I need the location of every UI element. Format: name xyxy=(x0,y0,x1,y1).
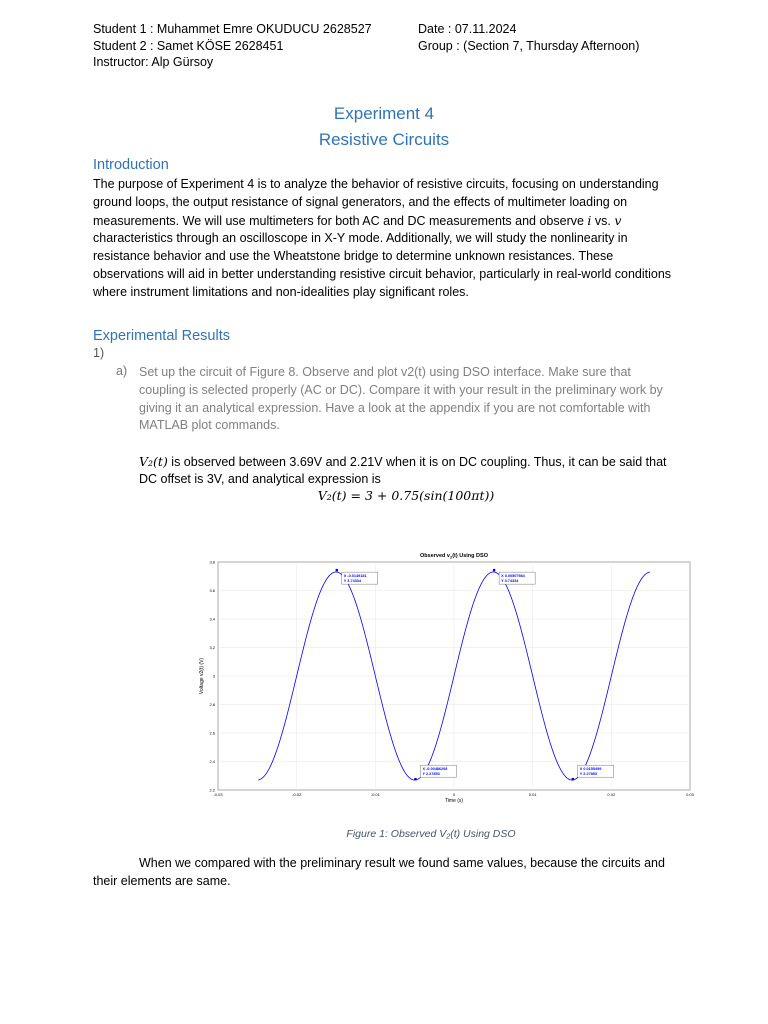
y-tick-label: 2.2 xyxy=(209,787,215,793)
observation-text: is observed between 3.69V and 2.21V when it is on DC coupling. Thus, it can be said that DC offset is 3V, and analytical expression is xyxy=(139,455,667,486)
data-tip-y-label: Y 2.27853 xyxy=(422,772,440,777)
chart-title-rest: (t) Using DSO xyxy=(452,553,488,559)
x-axis-label: Time (s) xyxy=(444,798,464,804)
data-tip-marker xyxy=(493,569,495,571)
y-tick-label: 3.2 xyxy=(209,645,215,650)
x-tick-label: 0.01 xyxy=(528,792,537,797)
data-tip-y-label: Y 3.74334 xyxy=(343,579,362,584)
observation-symbol: V₂(t) xyxy=(139,454,168,469)
intro-symbol-i: i xyxy=(587,212,592,228)
data-tip-y-label: Y 3.74334 xyxy=(501,579,519,584)
sub-item-text: Set up the circuit of Figure 8. Observe and plot v2(t) using DSO interface. Make sure that coupling is selected properly (AC or DC). Compare it with your result in the preliminary work by giving it an analytical expression. Have a look at the appendix if you are not comfortable with MATLAB plot commands. xyxy=(139,365,663,433)
data-tip-marker xyxy=(336,569,338,571)
data-tip-x-label: X 0.00507984 xyxy=(501,574,525,579)
data-tip-x-label: X -0.00486208 xyxy=(422,767,448,772)
introduction-heading: Introduction xyxy=(93,157,169,173)
y-axis-label: Voltage v2(t) (V) xyxy=(199,657,205,695)
analytical-equation: V₂(t) = 3 + 0.75(sin(100πt)) xyxy=(317,488,495,503)
instructor: Instructor: Alp Gürsoy xyxy=(93,55,214,69)
date: Date : 07.11.2024 xyxy=(418,22,517,36)
intro-text-vs: vs. xyxy=(591,213,615,228)
waveform-chart xyxy=(194,548,704,808)
y-tick-label: 2.4 xyxy=(209,759,215,764)
student-1: Student 1 : Muhammet Emre OKUDUCU 2628527 xyxy=(93,22,372,36)
y-tick-label: 3.8 xyxy=(209,559,215,565)
x-tick-label: 0 xyxy=(452,792,456,797)
header-left xyxy=(93,21,372,71)
introduction-paragraph xyxy=(93,176,673,302)
student-2: Student 2 : Samet KÖSE 2628451 xyxy=(93,38,284,53)
sub-item-label: a) xyxy=(116,364,128,378)
observation-paragraph xyxy=(139,453,679,488)
y-tick-label: 2.8 xyxy=(209,702,215,707)
chart-title-main: Observed v xyxy=(420,553,450,559)
header-right xyxy=(418,21,639,54)
y-tick-label: 3.6 xyxy=(209,588,215,593)
intro-symbol-v: v xyxy=(614,212,622,228)
title-line-2: Resistive Circuits xyxy=(318,130,450,149)
group: Group : (Section 7, Thursday Afternoon) xyxy=(418,38,640,53)
conclusion-paragraph: When we compared with the preliminary result we found same values, because the circuits and their elements are same. xyxy=(93,856,665,888)
x-tick-label: -0.03 xyxy=(213,792,223,797)
intro-text-1: The purpose of Experiment 4 is to analyze the behavior of resistive circuits, focusing on understanding ground loops, the output resistance of signal generators, and the effects of multimeter loading on measurements. We will use multimeters for both AC and DC measurements and observe xyxy=(93,177,659,228)
y-tick-label: 2.6 xyxy=(209,730,215,736)
data-tip-marker xyxy=(414,778,416,780)
data-tip-marker xyxy=(572,778,574,780)
chart-title xyxy=(420,553,489,560)
y-tick-label: 3 xyxy=(212,673,215,679)
title-line-1: Experiment 4 xyxy=(333,104,435,123)
x-tick-label: 0.03 xyxy=(686,792,694,797)
data-tip-y-label: Y 2.27853 xyxy=(579,772,598,777)
item-number: 1) xyxy=(93,346,105,360)
x-tick-label: -0.01 xyxy=(370,792,380,797)
x-tick-label: 0.02 xyxy=(607,792,616,797)
data-tip-x-label: X -0.0149181 xyxy=(343,574,367,579)
data-tip-x-label: X 0.0155499 xyxy=(579,767,602,772)
chart-title-sub: 2 xyxy=(449,554,453,560)
x-tick-label: -0.02 xyxy=(292,792,302,797)
results-heading: Experimental Results xyxy=(93,328,230,344)
intro-text-2: characteristics through an oscilloscope in X-Y mode. Additionally, we will study the nonlinearity in resistance behavior and use the Wheatstone bridge to determine unknown resistances. These observations will aid in better understanding resistive circuit behavior, particularly in real-world conditions where instrument limitations and non-idealities play significant roles. xyxy=(93,231,672,299)
y-tick-label: 3.4 xyxy=(209,616,215,622)
figure-caption: Figure 1: Observed V₂(t) Using DSO xyxy=(346,828,516,840)
